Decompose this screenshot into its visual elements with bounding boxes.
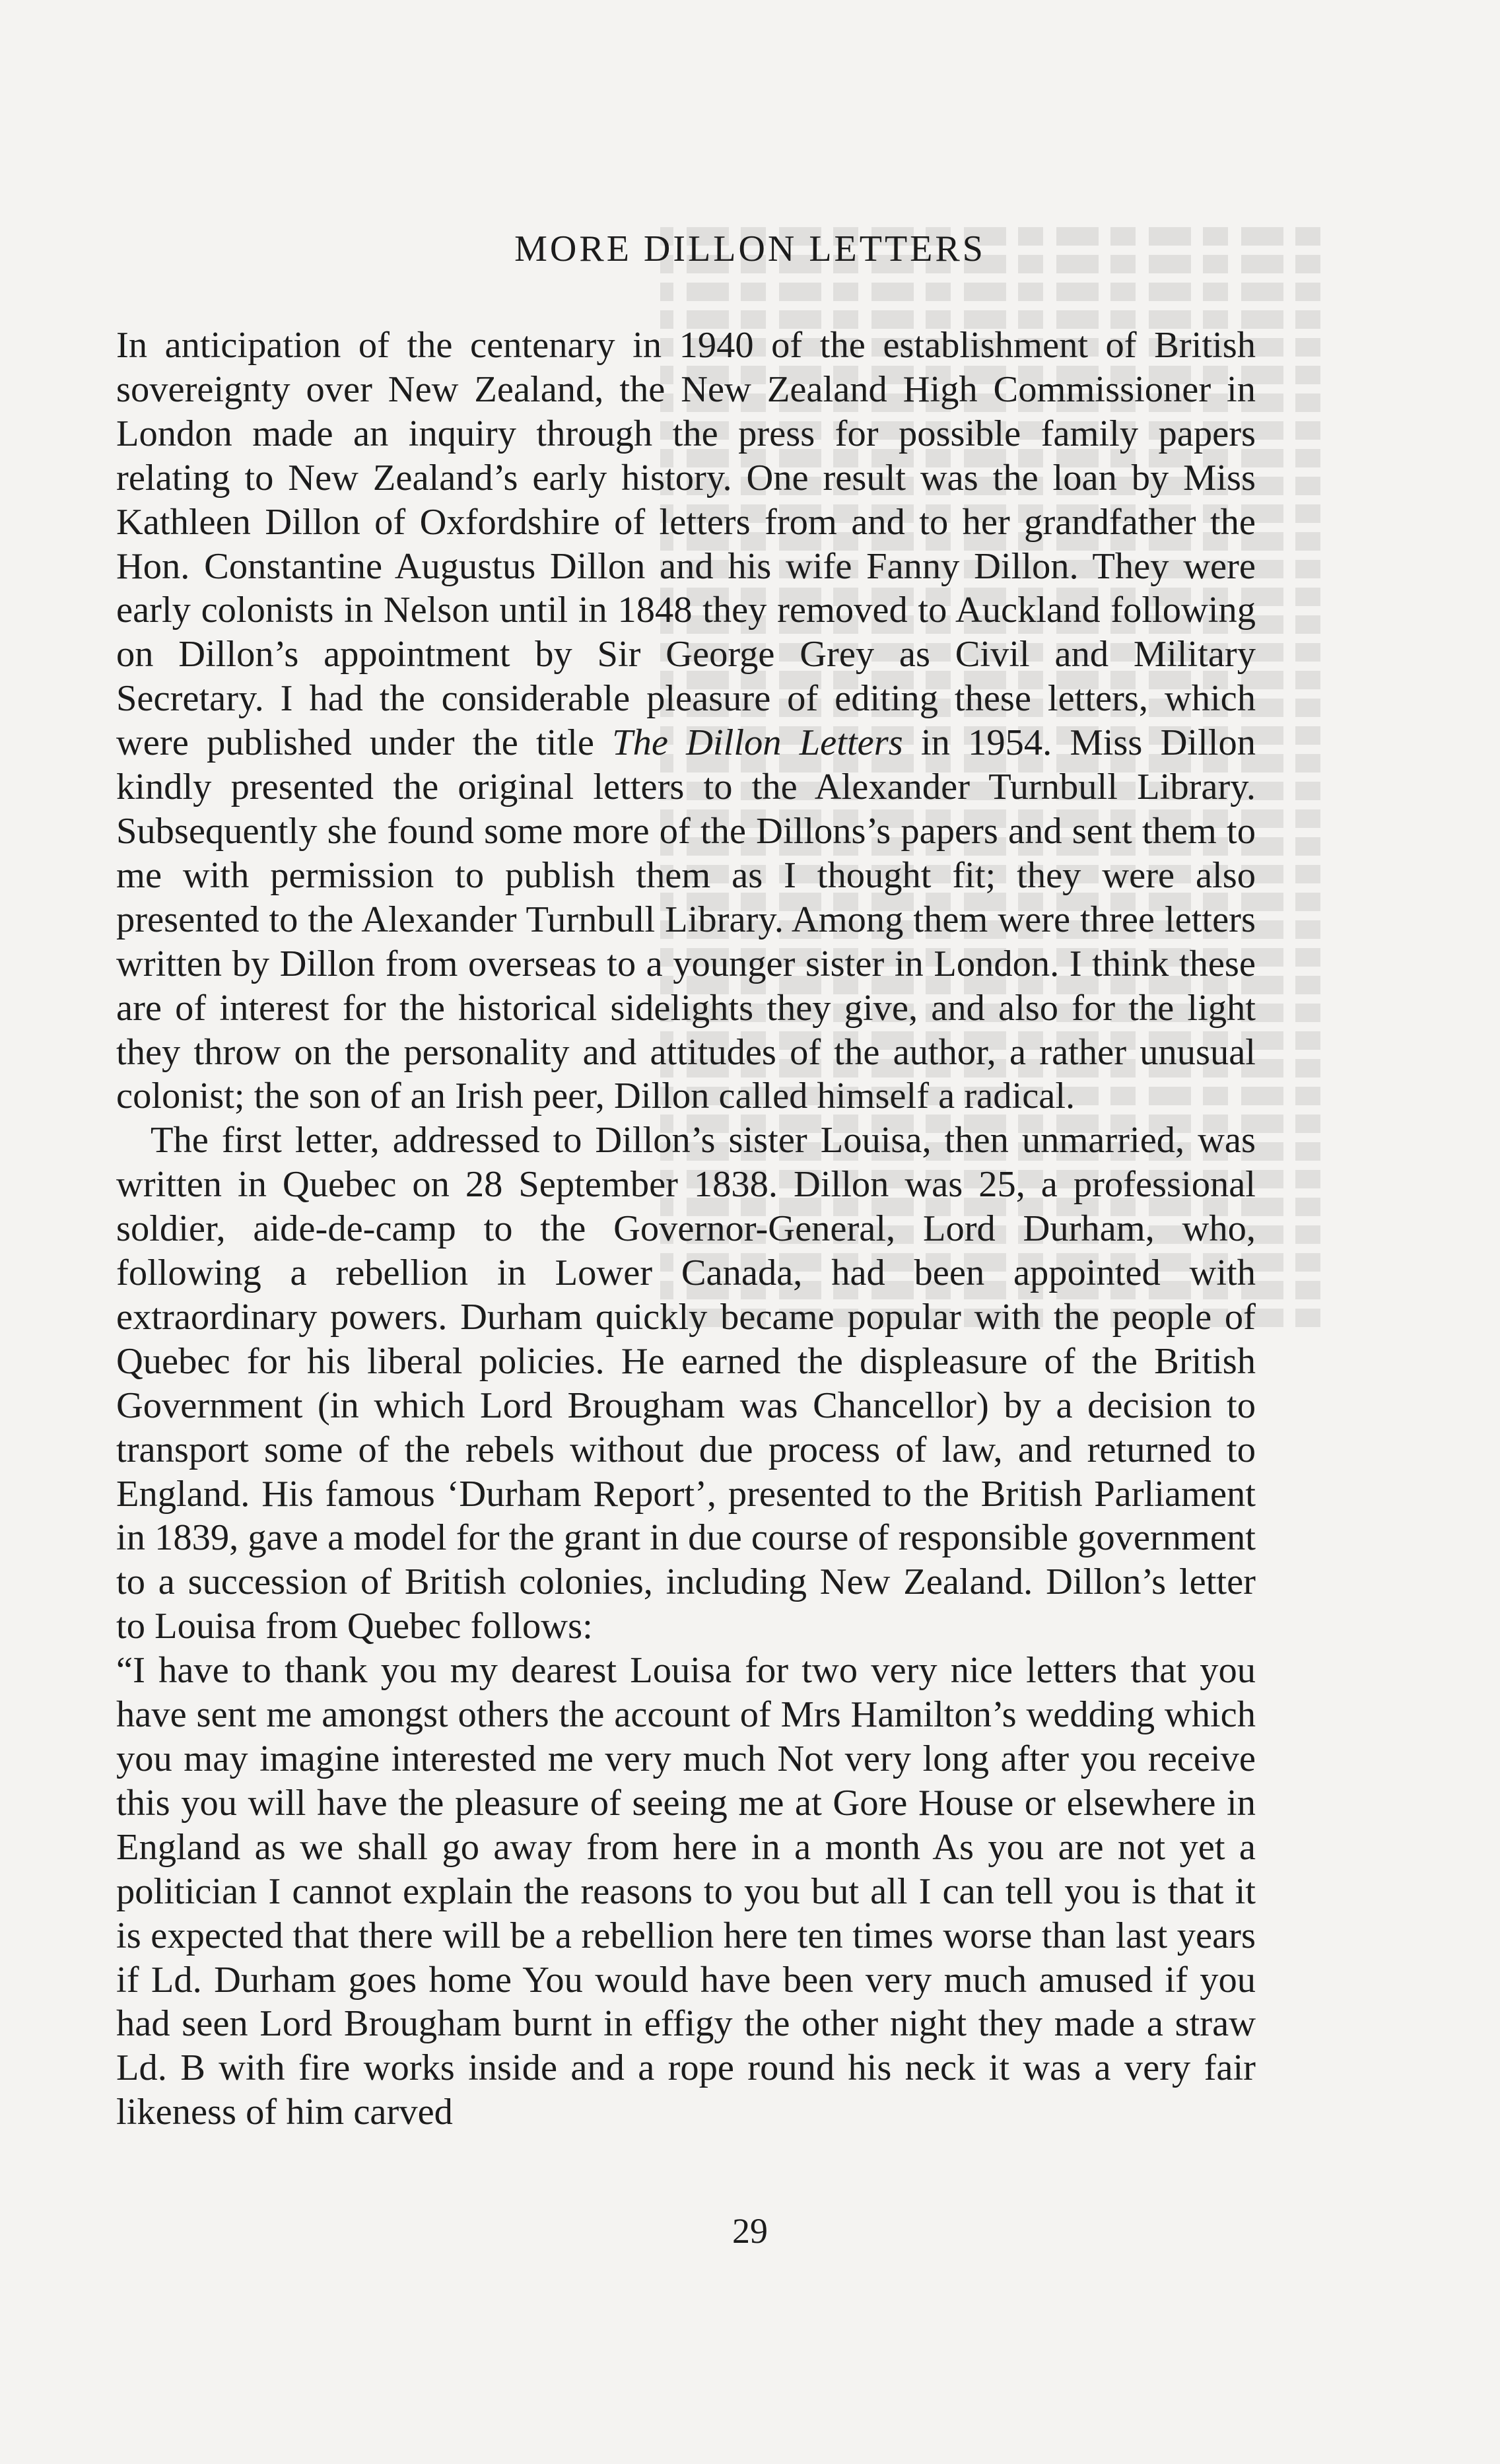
paragraph-intro-part-1: In anticipation of the centenary in 1940 of the establishment of British sovereignty over New Zealand, the New Zealand High Commissioner in London made an inquiry through the press for possible family papers relating to New Zealand’s early history. One result was the loan by Miss Kathleen Dillon of Oxfordshire of letters from and to her grandfather the Hon. Constantine Augustus Dillon and his wife Fanny Dillon. They were early colonists in Nelson until in 1848 they removed to Auckland following on Dillon’s appointment by Sir George Grey as Civil and Military Secretary. I had the considerable pleasure of editing these letters, which were published under the title [116,325,1256,764]
body-text [116,324,1256,2135]
chapter-title: MORE DILLON LETTERS [514,228,986,269]
paragraph-first-letter: The first letter, addressed to Dillon’s sister Louisa, then unmarried, was written in Quebec on 28 September 1838. Dillon was 25, a professional soldier, aide-de-camp to the Governor-General, Lord Durham, who, following a rebellion in Lower Canada, had been appointed with extraordinary powers. Durham quickly became popular with the people of Quebec for his liberal policies. He earned the displeasure of the British Government (in which Lord Brougham was Chancellor) by a decision to transport some of the rebels without due process of law, and returned to England. His famous ‘Durham Report’, presented to the British Parliament in 1839, gave a model for the grant in due course of responsible government to a succession of British colonies, including New Zealand. Dillon’s letter to Louisa from Quebec follows: [116,1120,1256,1647]
book-title-italic: The Dillon Letters [612,722,903,764]
paragraph-intro [116,324,1256,1118]
paragraph-letter-quote: “I have to thank you my dearest Louisa for two very nice letters that you have sent me amongst others the account of Mrs Hamilton’s wedding which you may imagine interested me very much Not very long after you receive this you will have the pleasure of seeing me at Gore House or elsewhere in England as we shall go away from here in a month As you are not yet a politician I cannot explain the reasons to you but all I can tell you is that it is expected that there will be a rebellion here ten times worse than last years if Ld. Durham goes home You would have been very much amused if you had seen Lord Brougham burnt in effigy the other night they made a straw Ld. B with fire works inside and a rope round his neck it was a very fair likeness of him carved [116,1650,1256,2133]
paragraph-intro-part-2: in 1954. Miss Dillon kindly presented the original letters to the Alexander Turnbull Library. Subsequently she found some more of the Dillons’s papers and sent them to me with permission to publish them as I thought fit; they were also presented to the Alexander Turnbull Library. Among them were three letters written by Dillon from overseas to a younger sister in London. I think these are of interest for the historical sidelights they give, and also for the light they throw on the personality and attitudes of the author, a rather unusual colonist; the son of an Irish peer, Dillon called himself a radical. [116,722,1256,1117]
page-number: 29 [732,2211,768,2251]
